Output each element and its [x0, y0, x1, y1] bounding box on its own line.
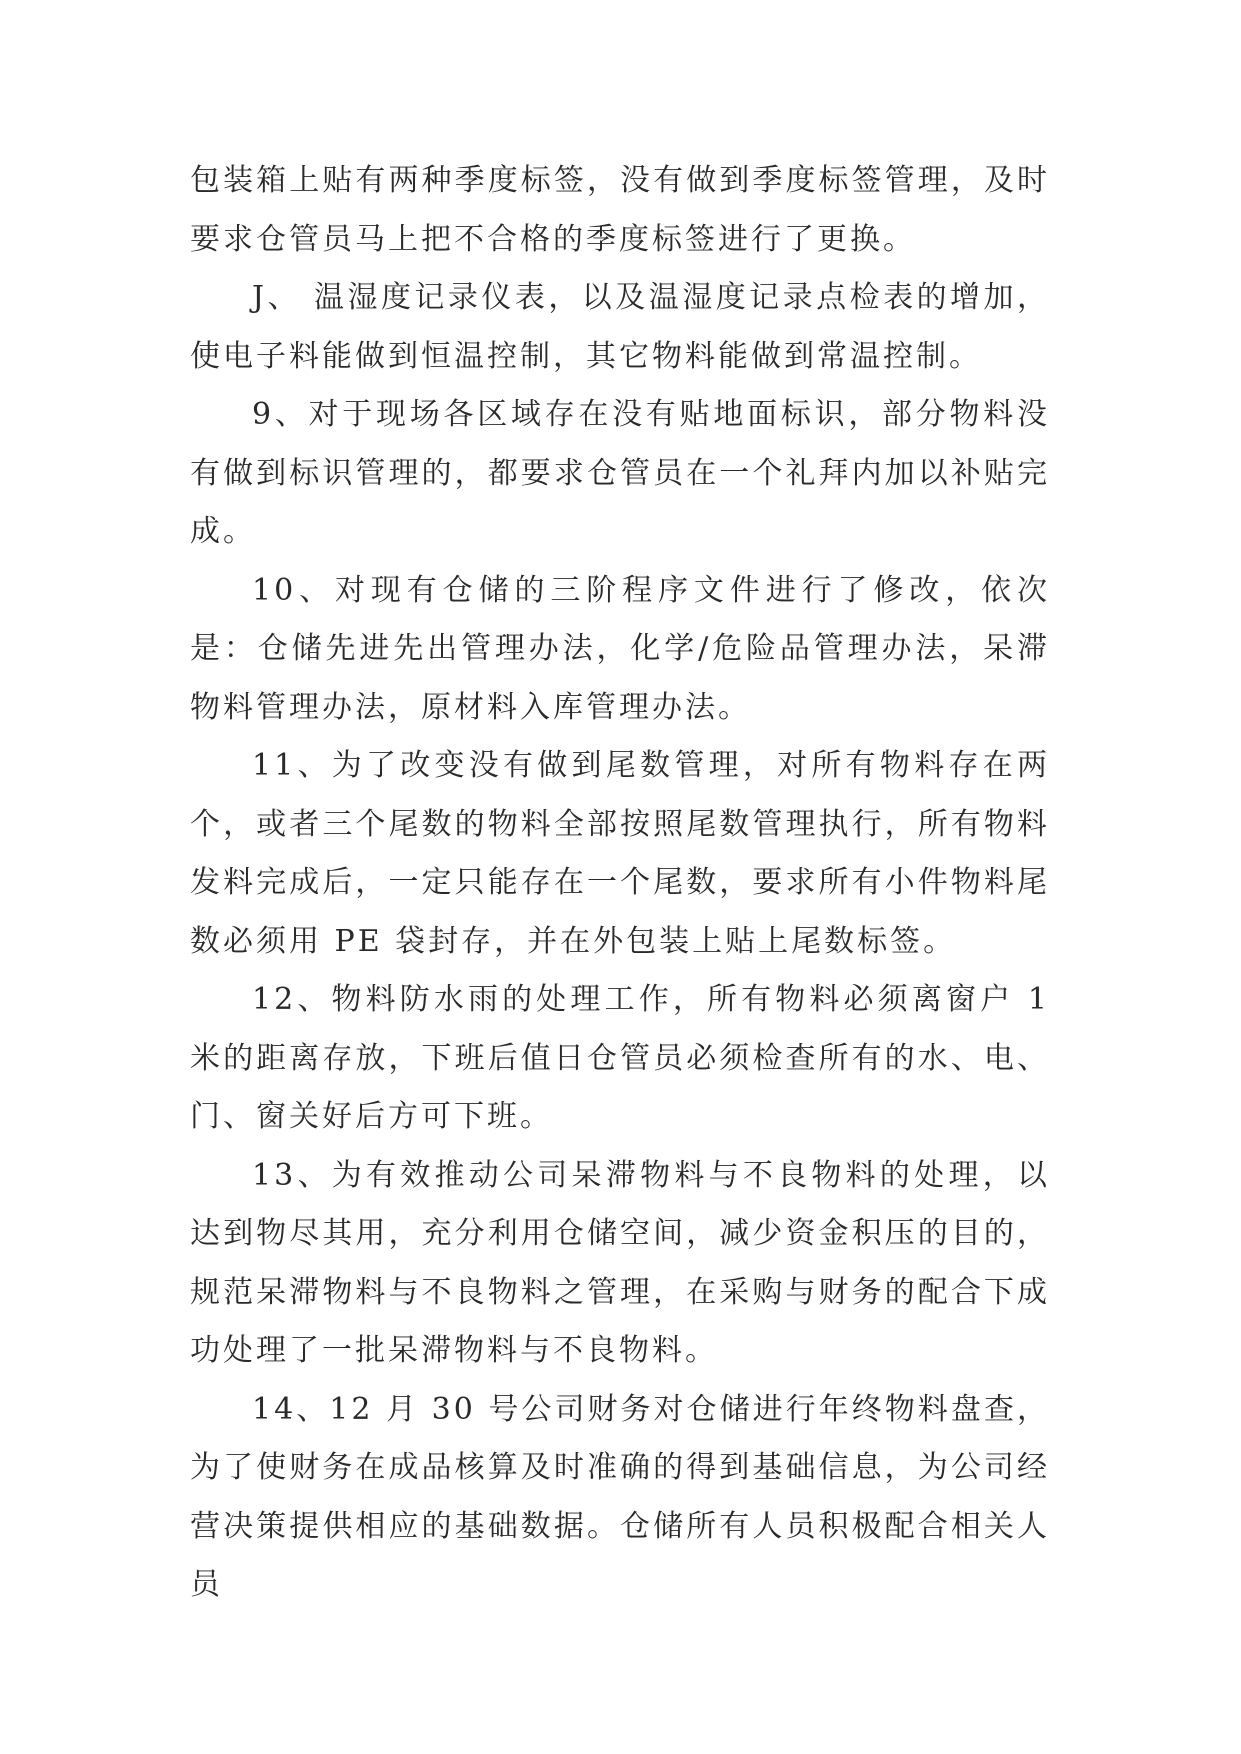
paragraph-item-9: 9、对于现场各区域存在没有贴地面标识，部分物料没有做到标识管理的，都要求仓管员在一个礼拜内加以补贴完成。 [190, 397, 1050, 549]
paragraph-item-12: 12、物料防水雨的处理工作，所有物料必须离窗户 1 米的距离存放，下班后值日仓管员必须检查所有的水、电、门、窗关好后方可下班。 [190, 982, 1050, 1134]
paragraph-item-13: 13、为有效推动公司呆滞物料与不良物料的处理，以达到物尽其用，充分利用仓储空间，减少资金积压的目的，规范呆滞物料与不良物料之管理，在采购与财务的配合下成功处理了一批呆滞物料与不良物料。 [190, 1157, 1050, 1368]
document-body [190, 152, 1050, 1615]
paragraph-item-10: 10、对现有仓储的三阶程序文件进行了修改，依次是：仓储先进先出管理办法，化学/危险品管理办法，呆滞物料管理办法，原材料入库管理办法。 [190, 572, 1050, 725]
paragraph-season-label: 包装箱上贴有两种季度标签，没有做到季度标签管理，及时要求仓管员马上把不合格的季度标签进行了更换。 [190, 163, 1050, 257]
paragraph-item-14: 14、12 月 30 号公司财务对仓储进行年终物料盘查，为了使财务在成品核算及时准确的得到基础信息，为公司经营决策提供相应的基础数据。仓储所有人员积极配合相关人员 [190, 1391, 1050, 1602]
paragraph-item-j: J、 温湿度记录仪表，以及温湿度记录点检表的增加，使电子料能做到恒温控制，其它物料能做到常温控制。 [190, 280, 1050, 374]
paragraph-item-11: 11、为了改变没有做到尾数管理，对所有物料存在两个，或者三个尾数的物料全部按照尾数管理执行，所有物料发料完成后，一定只能存在一个尾数，要求所有小件物料尾数必须用 PE 袋封存，并在外包装上贴上尾数标签。 [190, 748, 1050, 959]
